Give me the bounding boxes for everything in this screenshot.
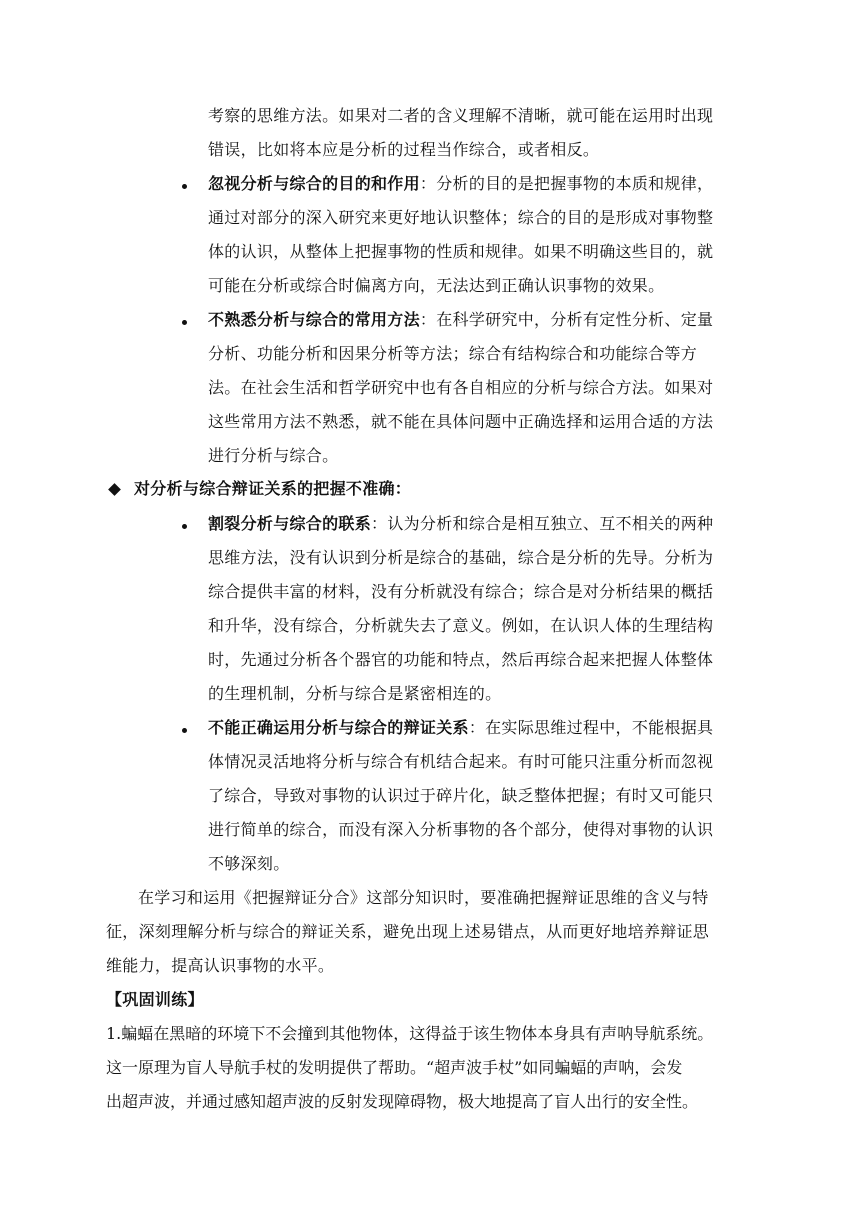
bullet-title: 忽视分析与综合的目的和作用 (208, 174, 420, 193)
paragraph-line: 不够深刻。 (208, 854, 290, 873)
paragraph-line: 体情况灵活地将分析与综合有机结合起来。有时可能只注重分析而忽视 (208, 752, 714, 771)
bullet-item-methods (208, 310, 713, 330)
paragraph-line: 进行简单的综合，而没有深入分析事物的各个部分，使得对事物的认识 (208, 820, 714, 839)
colon: ： (419, 310, 437, 329)
paragraph-line: 错误，比如将本应是分析的过程当作综合，或者相反。 (208, 140, 600, 159)
exercise-heading: 【巩固训练】 (106, 990, 204, 1009)
diamond-bullet-icon (108, 483, 121, 496)
colon: ： (371, 514, 388, 533)
bullet-text: 在实际思维过程中，不能根据具 (485, 718, 714, 737)
bullet-icon (182, 524, 187, 529)
paragraph-line: 综合提供丰富的材料，没有分析就没有综合；综合是对分析结果的概括 (208, 582, 714, 601)
summary-line: 征，深刻理解分析与综合的辩证关系，避免出现上述易错点，从而更好地培养辩证思 (106, 922, 710, 941)
paragraph-line: 考察的思维方法。如果对二者的含义理解不清晰，就可能在运用时出现 (208, 106, 714, 125)
bullet-title: 割裂分析与综合的联系 (208, 514, 372, 533)
paragraph-line: 的生理机制，分析与综合是紧密相连的。 (208, 684, 502, 703)
paragraph-line: 法。在社会生活和哲学研究中也有各自相应的分析与综合方法。如果对 (208, 378, 714, 397)
paragraph-line: 进行分析与综合。 (208, 446, 339, 465)
paragraph-line: 通过对部分的深入研究来更好地认识整体；综合的目的是形成对事物整 (208, 208, 714, 227)
summary-line: 维能力，提高认识事物的水平。 (106, 956, 335, 975)
summary-line: 在学习和运用《把握辩证分合》这部分知识时，要准确把握辩证思维的含义与特 (138, 888, 709, 907)
bullet-item-apply (208, 718, 713, 738)
colon: ： (419, 174, 437, 193)
bullet-text: 认为分析和综合是相互独立、互不相关的两种 (387, 514, 714, 533)
paragraph-line: 了综合，导致对事物的认识过于碎片化，缺乏整体把握；有时又可能只 (208, 786, 714, 805)
bullet-icon (182, 728, 187, 733)
bullet-text: 在科学研究中，分析有定性分析、定量 (436, 310, 714, 329)
bullet-title: 不熟悉分析与综合的常用方法 (208, 310, 420, 329)
bullet-text: 分析的目的是把握事物的本质和规律， (436, 174, 714, 193)
paragraph-line: 这些常用方法不熟悉，就不能在具体问题中正确选择和运用合适的方法 (208, 412, 714, 431)
paragraph-line: 可能在分析或综合时偏离方向，无法达到正确认识事物的效果。 (208, 276, 665, 295)
colon: ： (468, 718, 486, 737)
bullet-icon (182, 184, 187, 189)
question-line: 这一原理为盲人导航手杖的发明提供了帮助。“超声波手杖”如同蝙蝠的声呐，会发 (106, 1058, 683, 1077)
paragraph-line: 体的认识，从整体上把握事物的性质和规律。如果不明确这些目的，就 (208, 242, 714, 261)
bullet-item-goal (208, 174, 713, 194)
paragraph-line: 分析、功能分析和因果分析等方法；综合有结构综合和功能综合等方 (208, 344, 698, 363)
question-line: 1.蝙蝠在黑暗的环境下不会撞到其他物体，这得益于该生物体本身具有声呐导航系统。 (106, 1024, 714, 1043)
bullet-icon (182, 320, 187, 325)
bullet-title: 不能正确运用分析与综合的辩证关系 (208, 718, 469, 737)
section-heading: 对分析与综合辩证关系的把握不准确： (134, 479, 412, 498)
question-line: 出超声波，并通过感知超声波的反射发现障碍物，极大地提高了盲人出行的安全性。 (106, 1092, 699, 1111)
paragraph-line: 思维方法，没有认识到分析是综合的基础，综合是分析的先导。分析为 (208, 548, 714, 567)
paragraph-line: 和升华，没有综合，分析就失去了意义。例如，在认识人体的生理结构 (208, 616, 714, 635)
bullet-item-split (208, 514, 713, 534)
paragraph-line: 时，先通过分析各个器官的功能和特点，然后再综合起来把握人体整体 (208, 650, 714, 669)
